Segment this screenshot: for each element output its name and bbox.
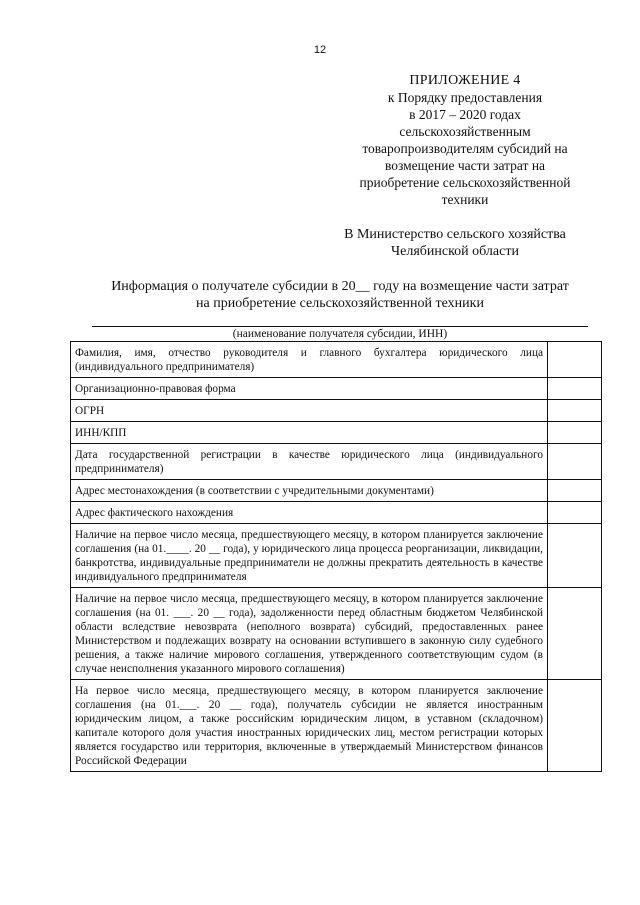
row-label: Наличие на первое число месяца, предшествующего месяцу, в котором планируется заключение соглашения (на 01. ___. 20 __ года), задолженности перед областным бюджетом Челябинской области вследствие невозврата (неполного возврата) субсидий, предоставленных ранее Министерством и подлежащих возврату на основании вступившего в законную силу судебного решения, а также наличие мирового соглашения, утвержденного соответствующим судом (в случае неисполнения указанного мирового соглашения) xyxy=(71,588,548,680)
appendix-title: ПРИЛОЖЕНИЕ 4 xyxy=(409,73,521,88)
row-value-cell[interactable] xyxy=(548,400,602,422)
appendix-line: приобретение сельскохозяйственной xyxy=(359,175,571,190)
info-table xyxy=(70,341,602,772)
row-label: Адрес местонахождения (в соответствии с учредительными документами) xyxy=(71,480,548,502)
row-label: Дата государственной регистрации в качестве юридического лица (индивидуального предпринимателя) xyxy=(71,444,548,480)
appendix-block xyxy=(330,72,600,208)
table-row xyxy=(71,444,602,480)
appendix-line: к Порядку предоставления xyxy=(387,90,543,105)
appendix-line: сельскохозяйственным xyxy=(399,124,531,139)
table-row xyxy=(71,342,602,378)
row-label: На первое число месяца, предшествующего месяцу, в котором планируется заключение соглашения (на 01.___. 20 __ года), получатель субсидии не является иностранным юридическим лицом, а также российским юридическим лицом, в уставном (складочном) капитале которого доля участия иностранных юридических лиц, местом регистрации которых является государство или территория, включенные в утверждаемый Министерством финансов Российской Федерации xyxy=(71,680,548,772)
row-value-cell[interactable] xyxy=(548,524,602,588)
recipient-line: В Министерство сельского хозяйства xyxy=(344,227,566,242)
row-label: Организационно-правовая форма xyxy=(71,378,548,400)
row-value-cell[interactable] xyxy=(548,444,602,480)
row-label: ОГРН xyxy=(71,400,548,422)
table-row xyxy=(71,680,602,772)
document-heading xyxy=(80,278,600,312)
appendix-line: в 2017 – 2020 годах xyxy=(409,107,521,122)
row-value-cell[interactable] xyxy=(548,422,602,444)
table-row xyxy=(71,378,602,400)
table-row xyxy=(71,502,602,524)
row-label: Адрес фактического нахождения xyxy=(71,502,548,524)
row-value-cell[interactable] xyxy=(548,342,602,378)
row-label: Фамилия, имя, отчество руководителя и главного бухгалтера юридического лица (индивидуального предпринимателя) xyxy=(71,342,548,378)
page-number: 12 xyxy=(313,44,327,56)
row-value-cell[interactable] xyxy=(548,588,602,680)
row-value-cell[interactable] xyxy=(548,502,602,524)
heading-line: на приобретение сельскохозяйственной техники xyxy=(196,296,484,311)
appendix-line: техники xyxy=(441,192,489,207)
recipient-line: Челябинской области xyxy=(391,244,519,259)
row-value-cell[interactable] xyxy=(548,480,602,502)
row-value-cell[interactable] xyxy=(548,680,602,772)
row-label: ИНН/КПП xyxy=(71,422,548,444)
row-value-cell[interactable] xyxy=(548,378,602,400)
recipient-name-caption: (наименование получателя субсидии, ИНН) xyxy=(232,328,448,340)
heading-line: Информация о получателе субсидии в 20__ году на возмещение части затрат xyxy=(111,279,569,294)
table-row xyxy=(71,422,602,444)
appendix-line: товаропроизводителям субсидий на xyxy=(362,141,568,156)
table-row xyxy=(71,524,602,588)
table-row xyxy=(71,480,602,502)
recipient-block xyxy=(330,226,580,260)
appendix-line: возмещение части затрат на xyxy=(384,158,546,173)
table-row xyxy=(71,400,602,422)
row-label: Наличие на первое число месяца, предшествующего месяцу, в котором планируется заключение соглашения (на 01.____. 20 __ года), у юридического лица процесса реорганизации, ликвидации, банкротства, индивидуальные предприниматели не должны прекратить деятельность в качестве индивидуального предпринимателя xyxy=(71,524,548,588)
table-row xyxy=(71,588,602,680)
